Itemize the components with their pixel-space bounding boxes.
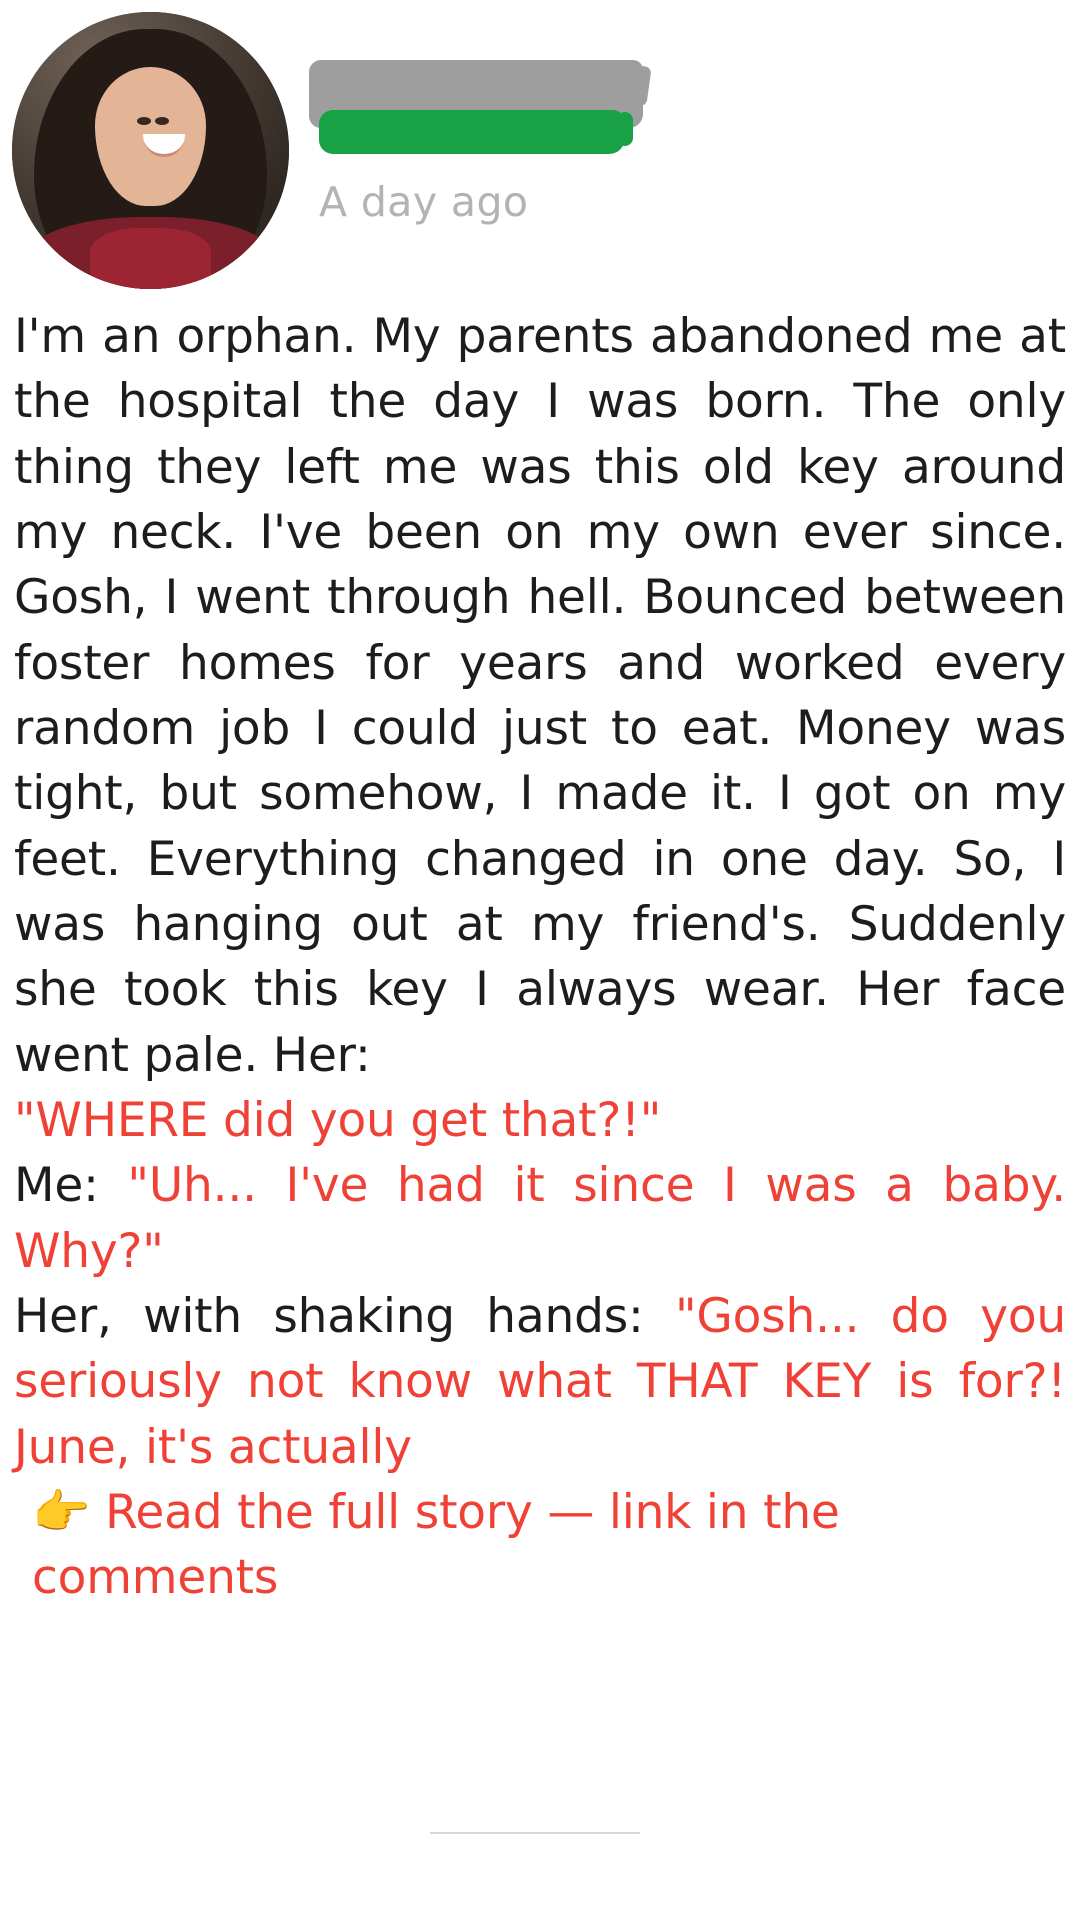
- avatar-scarf: [90, 228, 212, 289]
- her-shaking-label: Her, with shaking hands:: [14, 1288, 676, 1344]
- me-quote-text: "Uh... I've had it since I was a baby. Why?": [14, 1158, 1066, 1279]
- pointing-right-icon: 👉: [32, 1484, 91, 1540]
- avatar-smile: [143, 134, 185, 157]
- avatar[interactable]: [12, 12, 289, 289]
- post-body: [0, 300, 1080, 1611]
- avatar-eye-right: [155, 117, 169, 125]
- me-label: Me:: [14, 1158, 128, 1214]
- divider: [430, 1832, 640, 1834]
- story-line-her-shaking: [14, 1284, 1066, 1480]
- post-author-block: [309, 12, 1080, 226]
- cta-line[interactable]: [14, 1480, 1066, 1611]
- avatar-face: [95, 67, 206, 206]
- post-timestamp: A day ago: [319, 178, 529, 226]
- story-line-her-quote: [14, 1088, 1066, 1153]
- story-paragraph-1: I'm an orphan. My parents abandoned me at the hospital the day I was born. The only thing they left me was this old key around my neck. I've been on my own ever since. Gosh, I went through hell. Bounced between foster homes for years and worked every random job I could just to eat. Money was tight, but somehow, I made it. I got on my feet. Everything changed in one day. So, I was hanging out at my friend's. Suddenly she took this key I always wear. Her face went pale. Her:: [14, 309, 1066, 1083]
- story-line-me: [14, 1153, 1066, 1284]
- her-quote-text: "WHERE did you get that?!": [14, 1092, 662, 1148]
- avatar-eye-left: [137, 117, 151, 125]
- her-shaking-quote-text: "Gosh... do you seriously not know what THAT KEY is for?! June, it's actually: [14, 1288, 1066, 1475]
- redaction-group: [309, 60, 649, 170]
- cta-text[interactable]: Read the full story — link in the comments: [32, 1484, 840, 1606]
- redacted-subtitle-bar: [319, 110, 625, 154]
- post-header: [0, 0, 1080, 300]
